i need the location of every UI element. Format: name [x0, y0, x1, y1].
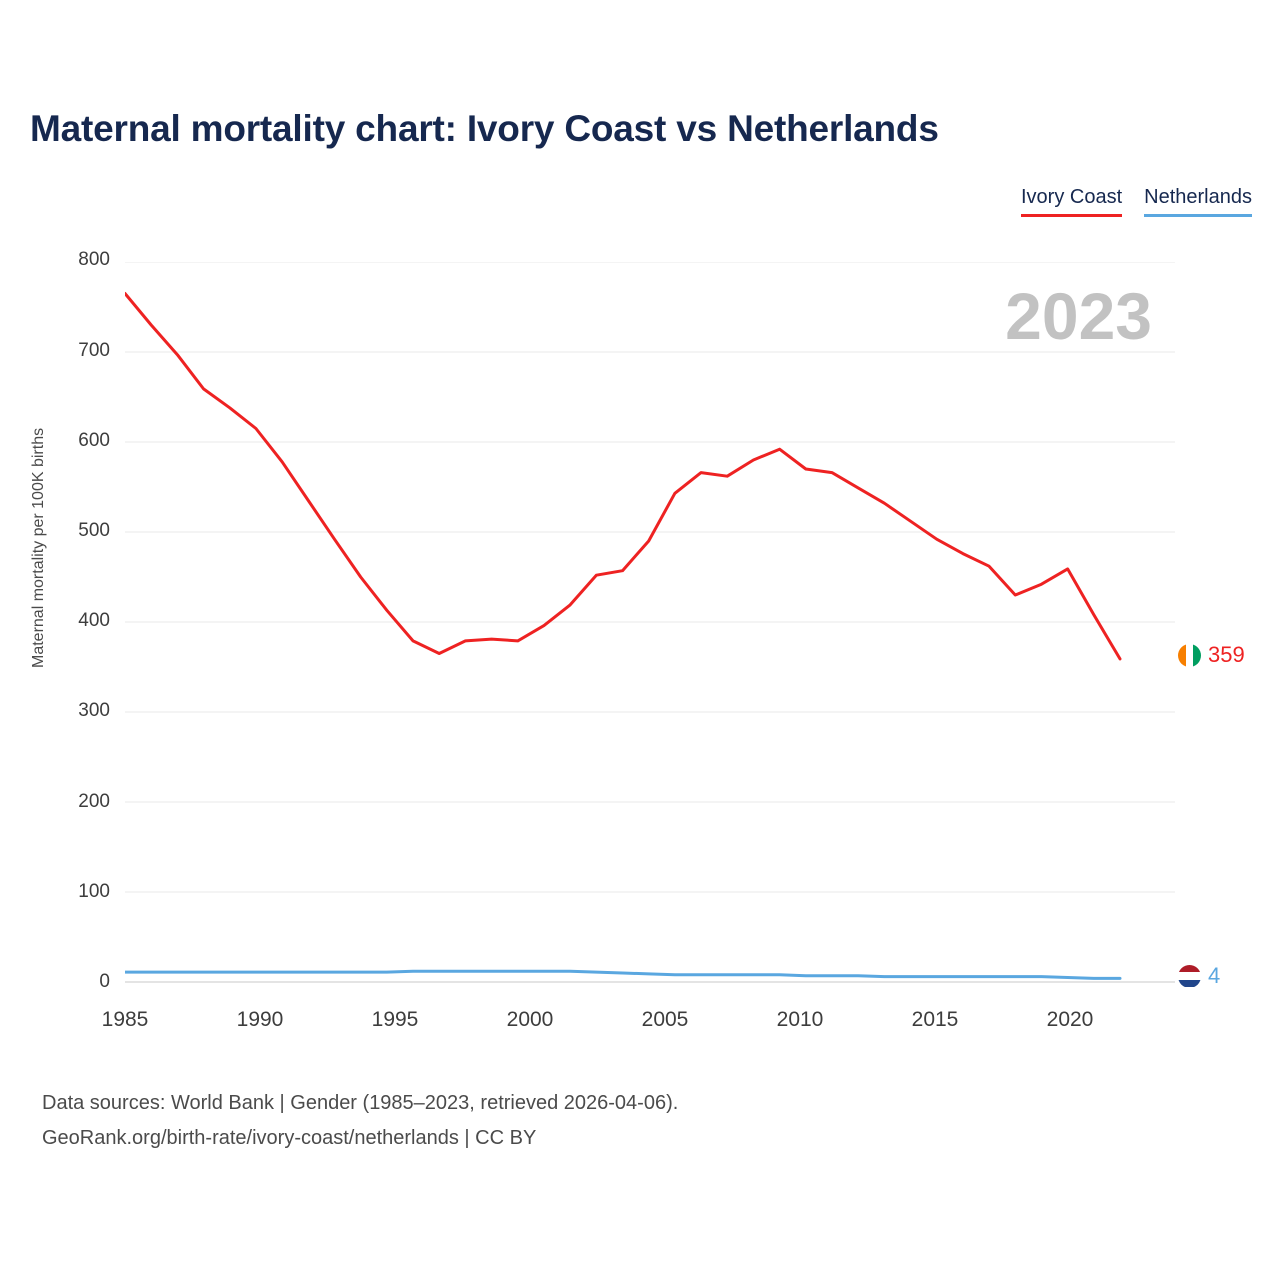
x-tick-1985: 1985 [101, 1008, 149, 1031]
endpoint-value-netherlands: 4 [1208, 963, 1221, 988]
netherlands-flag-icon [1178, 965, 1201, 988]
x-tick-2015: 2015 [911, 1008, 959, 1031]
x-tick-1990: 1990 [236, 1008, 284, 1031]
y-tick-400: 400 [78, 610, 110, 631]
y-tick-300: 300 [78, 700, 110, 721]
y-tick-700: 700 [78, 340, 110, 361]
x-tick-2000: 2000 [506, 1008, 554, 1031]
legend-item-ivory-coast[interactable]: Ivory Coast [1021, 186, 1122, 217]
endpoint-ivory-coast [1178, 642, 1245, 668]
endpoint-value-ivory-coast: 359 [1208, 642, 1245, 667]
x-tick-2005: 2005 [641, 1008, 689, 1031]
ivory-coast-flag-icon [1178, 644, 1201, 667]
series-lines [125, 294, 1120, 979]
chart-legend [1021, 186, 1252, 217]
x-tick-1995: 1995 [371, 1008, 419, 1031]
footer [42, 1086, 678, 1156]
plot-area [125, 262, 1180, 986]
footer-line-2: GeoRank.org/birth-rate/ivory-coast/netherlands | CC BY [42, 1127, 537, 1149]
y-tick-200: 200 [78, 791, 110, 812]
y-tick-100: 100 [78, 881, 110, 902]
y-tick-800: 800 [78, 249, 110, 270]
chart-svg [125, 262, 1180, 986]
x-tick-2020: 2020 [1046, 1008, 1094, 1031]
gridlines [125, 262, 1175, 982]
x-tick-2010: 2010 [776, 1008, 824, 1031]
current-year-annotation: 2023 [1005, 279, 1152, 353]
y-tick-600: 600 [78, 430, 110, 451]
footer-line-1: Data sources: World Bank | Gender (1985–2023, retrieved 2026-04-06). [42, 1092, 679, 1114]
page-title: Maternal mortality chart: Ivory Coast vs Netherlands [30, 108, 939, 149]
y-tick-500: 500 [78, 520, 110, 541]
endpoint-netherlands [1178, 963, 1220, 989]
chart-container: Maternal mortality chart: Ivory Coast vs Netherlands Ivory Coast Netherlands 2023 Maternal mortality per 100K births 800 700 600 500 400 300 200 100 0 1985 1990 1995 2000 2005 2010 2015 2020 359 4 Data sources: World Bank | Gender (1985–2023, retrieved 2026-04-06). GeoRank.org/birth-rate/ivory-coast/netherlands | CC BY [0, 0, 1280, 1280]
y-tick-0: 0 [99, 971, 110, 992]
legend-item-netherlands[interactable]: Netherlands [1144, 186, 1252, 217]
